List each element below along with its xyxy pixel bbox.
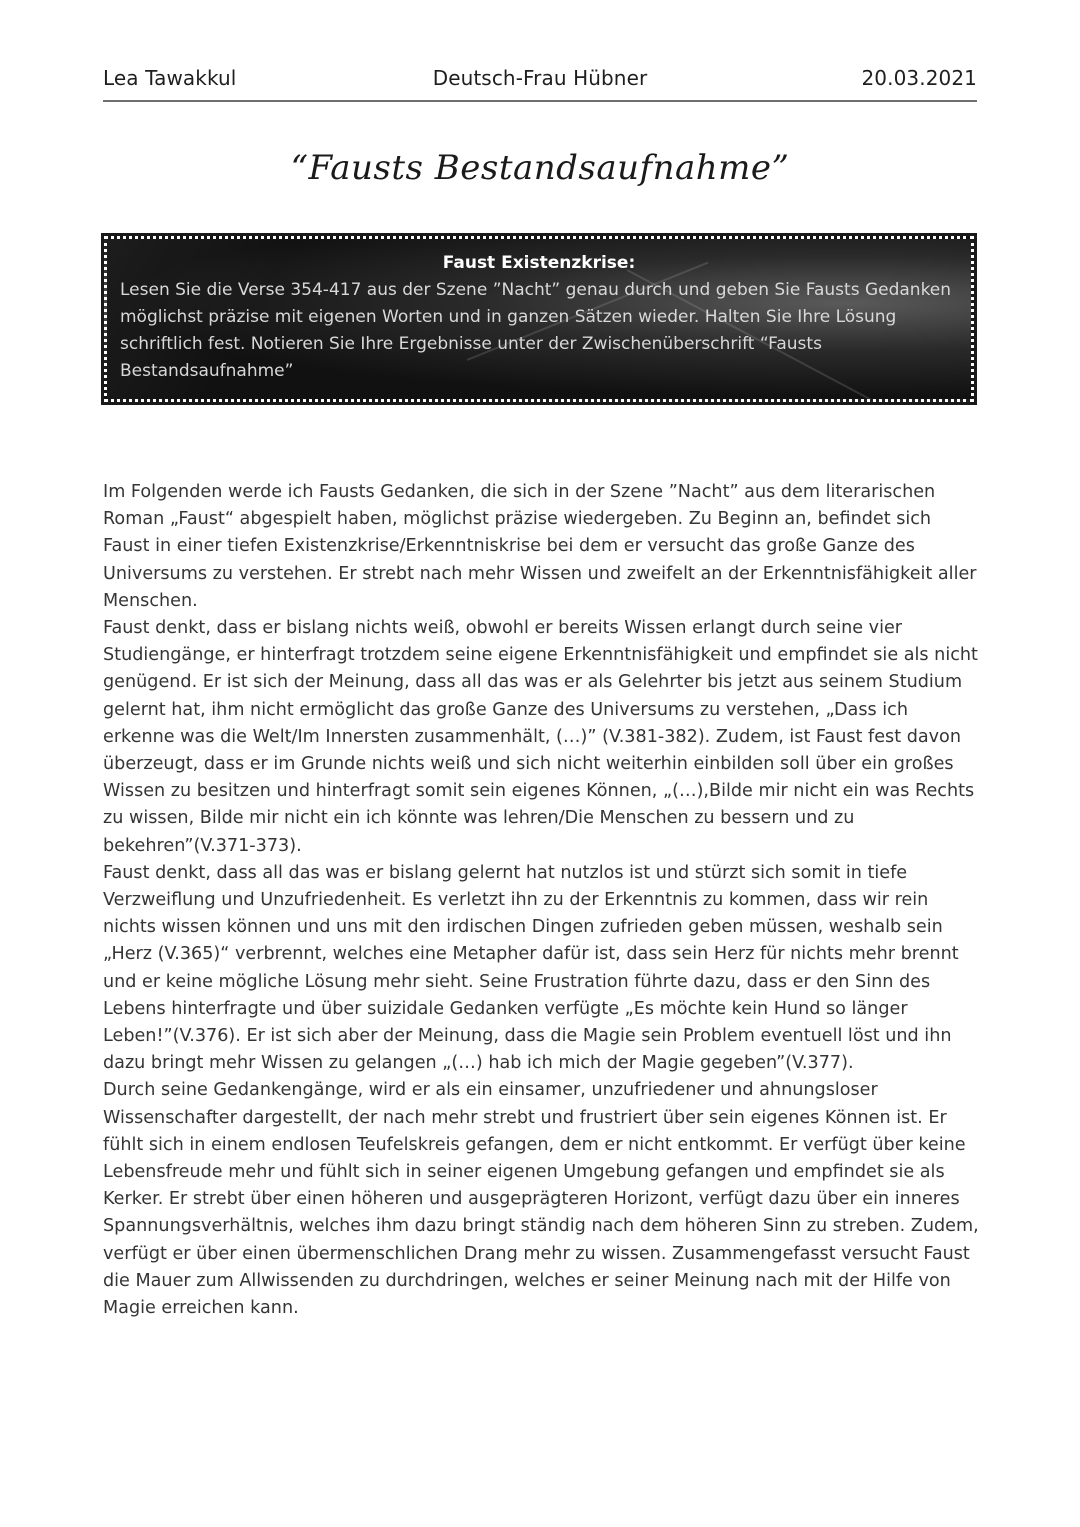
- paragraph-2: Faust denkt, dass er bislang nichts weiß, obwohl er bereits Wissen erlangt durch seine vier Studiengänge, er hinterfragt trotzdem seine eigene Erkenntnisfähigkeit und empfindet sie als nicht genügend. Er ist sich der Meinung, dass all das was er als Gelehrter bis jetzt aus seinem Studium gelernt hat, ihm nicht ermöglicht das große Ganze des Universums zu verstehen, „Dass ich erkenne was die Welt/Im Innersten zusammenhält, (…)” (V.381-382). Zudem, ist Faust fest davon überzeugt, dass er im Grunde nichts weiß und sich nicht weiterhin einbilden soll über ein großes Wissen zu besitzen und hinterfragt somit sein eigenes Können, „(…),Bilde mir nicht ein was Rechts zu wissen, Bilde mir nicht ein ich könnte was lehren/Die Menschen zu bessern und zu bekehren”(V.371-373).: [103, 618, 978, 856]
- document-date: 20.03.2021: [861, 66, 977, 90]
- page-header: [103, 60, 977, 102]
- author-name: Lea Tawakkul: [103, 66, 237, 90]
- paragraph-1: Im Folgenden werde ich Fausts Gedanken, die sich in der Szene ”Nacht” aus dem literarischen Roman „Faust“ abgespielt haben, möglichst präzise wiedergeben. Zu Beginn an, befindet sich Faust in einer tiefen Existenzkrise/Erkenntniskrise bei dem er versucht das große Ganze des Universums zu verstehen. Er strebt nach mehr Wissen und zweifelt an der Erkenntnisfähigkeit aller Menschen.: [103, 482, 977, 611]
- task-box: [104, 236, 974, 402]
- task-text: Lesen Sie die Verse 354-417 aus der Szene ”Nacht” genau durch und geben Sie Fausts Gedanken möglichst präzise mit eigenen Worten und in ganzen Sätzen wieder. Halten Sie Ihre Lösung schriftlich fest. Notieren Sie Ihre Ergebnisse unter der Zwischenüberschrift “Fausts Bestandsaufnahme”: [120, 280, 952, 381]
- subject-label: Deutsch-Frau Hübner: [432, 66, 648, 90]
- paragraph-3: Faust denkt, dass all das was er bislang gelernt hat nutzlos ist und stürzt sich somit in tiefe Verzweiflung und Unzufriedenheit. Es verletzt ihn zu der Erkenntnis zu kommen, dass wir rein nichts wissen können und uns mit den irdischen Dingen zufrieden geben müssen, weshalb sein „Herz (V.365)“ verbrennt, welches eine Metapher dafür ist, dass sein Herz für nichts mehr brennt und er keine mögliche Lösung mehr sieht. Seine Frustration führte dazu, dass er den Sinn des Lebens hinterfragte und über suizidale Gedanken verfügte „Es möchte kein Hund so länger Leben!”(V.376). Er ist sich aber der Meinung, dass die Magie sein Problem eventuell löst und ihn dazu bringt mehr Wissen zu gelangen „(…) hab ich mich der Magie gegeben”(V.377).: [103, 862, 959, 1074]
- essay-body: [103, 479, 983, 1322]
- task-heading: Faust Existenzkrise:: [442, 253, 636, 273]
- paragraph-4: Durch seine Gedankengänge, wird er als ein einsamer, unzufriedener und ahnungsloser Wissenschafter dargestellt, der nach mehr strebt und frustriert über sein eigenes Können ist. Er fühlt sich in einem endlosen Teufelskreis gefangen, dem er nicht entkommt. Er verfügt über keine Lebensfreude mehr und fühlt sich in seiner eigenen Umgebung gefangen und empfindet sie als Kerker. Er strebt über einen höheren und ausgeprägteren Horizont, verfügt dazu über ein inneres Spannungsverhältnis, welches ihm dazu bringt ständig nach dem höheren Sinn zu streben. Zudem, verfügt er über einen übermenschlichen Drang mehr zu wissen. Zusammengefasst versucht Faust die Mauer zum Allwissenden zu durchdringen, welches er seiner Meinung nach mit der Hilfe von Magie erreichen kann.: [103, 1080, 979, 1319]
- page-title: “Fausts Bestandsaufnahme”: [290, 148, 790, 188]
